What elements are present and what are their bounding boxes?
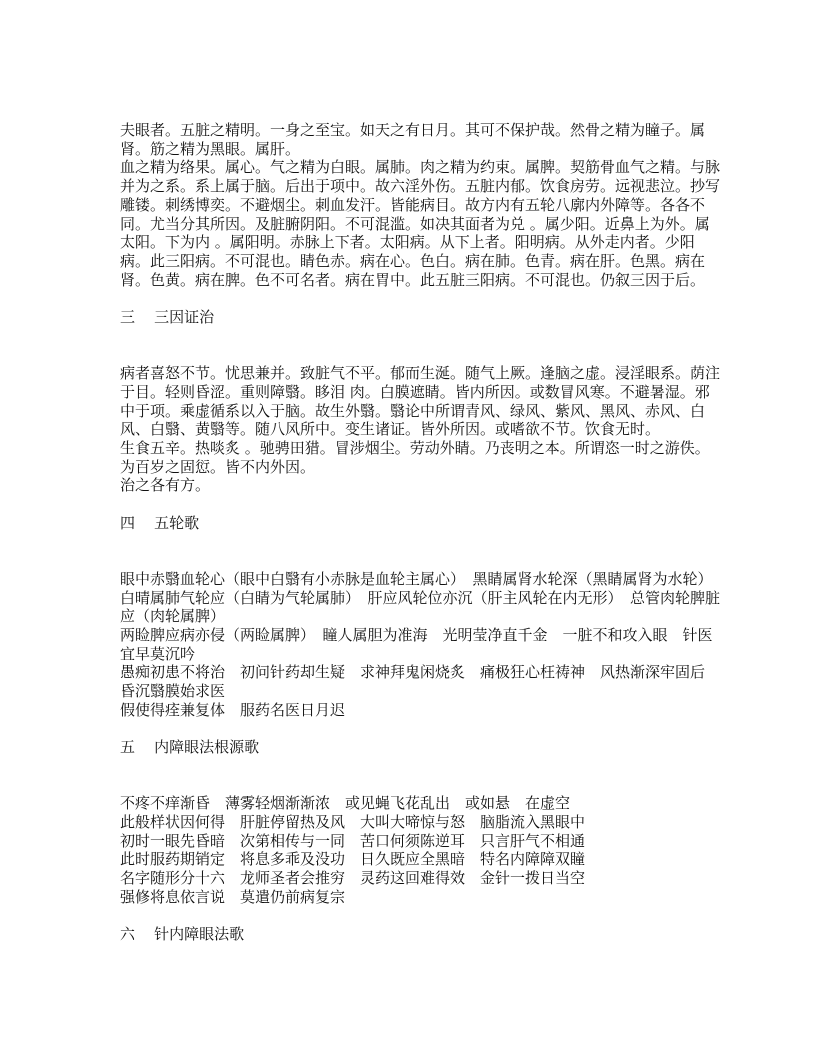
spacer — [120, 906, 720, 925]
section-heading-6 — [120, 925, 720, 944]
verse-line: 两睑脾应病亦侵（两睑属脾） 瞳人属胆为准海 光明莹净直千金 一脏不和攻入眼 针医宜早莫沉吟 — [120, 625, 713, 663]
section-title: 针内障眼法歌 — [154, 925, 245, 944]
section3-paragraph-2: 生食五辛。热啖炙 。驰骋田猎。冒涉烟尘。劳动外睛。乃丧明之本。所谓恣一时之游佚。为百岁之固愆。皆不内外因。 — [120, 438, 710, 476]
spacer — [120, 532, 720, 569]
section-number: 五 — [120, 738, 136, 757]
document-page — [120, 121, 720, 944]
verse-line: 愚痴初患不将治 初问针药却生疑 求神拜鬼闲烧炙 痛极狂心枉祷神 风热渐深牢固后 昏沉翳膜始求医 — [120, 663, 721, 701]
verse-line: 不疼不痒渐昏 薄雾轻烟渐渐浓 或见蝇飞花乱出 或如悬 在虚空 — [120, 794, 571, 813]
section-title: 五轮歌 — [154, 513, 200, 532]
intro-paragraph-1: 夫眼者。五脏之精明。一身之至宝。如天之有日月。其可不保护哉。然骨之精为瞳子。属肾。筋之精为黑眼。属肝。 — [120, 121, 706, 158]
verse-line: 假使得痊兼复体 服药名医日月迟 — [120, 700, 346, 719]
section-number: 四 — [120, 513, 136, 532]
verse-line: 名字随形分十六 龙师圣者会推穷 灵药这回难得效 金针一拨日当空 — [120, 869, 586, 888]
section-number: 三 — [120, 308, 136, 327]
section-heading-5 — [120, 738, 720, 757]
spacer — [120, 327, 720, 364]
verse-line: 白晴属肺气轮应（白睛为气轮属肺） 肝应风轮位亦沉（肝主风轮在内无形） 总管肉轮脾脏应（肉轮属脾） — [120, 588, 721, 626]
verse-line: 此时服药期销定 将息多乖及没功 日久既应全黑暗 特名内障障双瞳 — [120, 850, 586, 869]
section3-paragraph-3: 治之各有方。 — [120, 476, 211, 495]
section-heading-3 — [120, 308, 720, 327]
spacer — [120, 757, 720, 794]
section-heading-4 — [120, 514, 720, 533]
spacer — [120, 495, 720, 514]
verse-line: 此般样状因何得 肝脏停留热及风 大叫大啼惊与怒 脑脂流入黑眼中 — [120, 812, 586, 831]
verse-line: 眼中赤翳血轮心（眼中白翳有小赤脉是血轮主属心） 黑睛属肾水轮深（黑睛属肾为水轮） — [120, 569, 713, 588]
verse-line: 强修将息依言说 莫遣仍前病复宗 — [120, 887, 346, 906]
section3-paragraph-1: 病者喜怒不节。忧思兼并。致脏气不平。郁而生涎。随气上厥。逢脑之虚。浸淫眼系。荫注于目。轻则昏涩。重则障翳。眵泪 肉。白膜遮睛。皆内所因。或数冒风寒。不避暑湿。邪中于项。乘虚循系以入于脑。故生外翳。翳论中所谓青风、绿风、紫风、黑风、赤风、白风、白翳、黄翳等。随八风所中。变生诸证。皆外所因。或嗜欲不节。饮食无时。 — [120, 364, 721, 439]
section-number: 六 — [120, 925, 136, 944]
spacer — [120, 289, 720, 308]
section-title: 内障眼法根源歌 — [154, 738, 260, 757]
spacer — [120, 719, 720, 738]
verse-line: 初时一眼先昏暗 次第相传与一同 苦口何须陈逆耳 只言肝气不相通 — [120, 831, 586, 850]
intro-paragraph-2: 血之精为络果。属心。气之精为白眼。属肺。肉之精为约束。属脾。契筋骨血气之精。与脉并为之系。系上属于脑。后出于项中。故六淫外伤。五脏内郁。饮食房劳。远视悲泣。抄写雕镂。刺绣博奕。不避烟尘。刺血发汗。皆能病目。故方内有五轮八廓内外障等。各各不同。尤当分其所因。及脏腑阴阳。不可混滥。如决其面者为兑 。属少阳。近鼻上为外。属太阳。下为内 。属阳明。赤脉上下者。太阳病。从下上者。阳明病。从外走内者。少阳病。此三阳病。不可混也。睛色赤。病在心。色白。病在肺。色青。病在肝。色黑。病在肾。色黄。病在脾。色不可名者。病在胃中。此五脏三阳病。不可混也。仍叙三因于后。 — [120, 158, 721, 289]
section-title: 三因证治 — [154, 308, 215, 327]
